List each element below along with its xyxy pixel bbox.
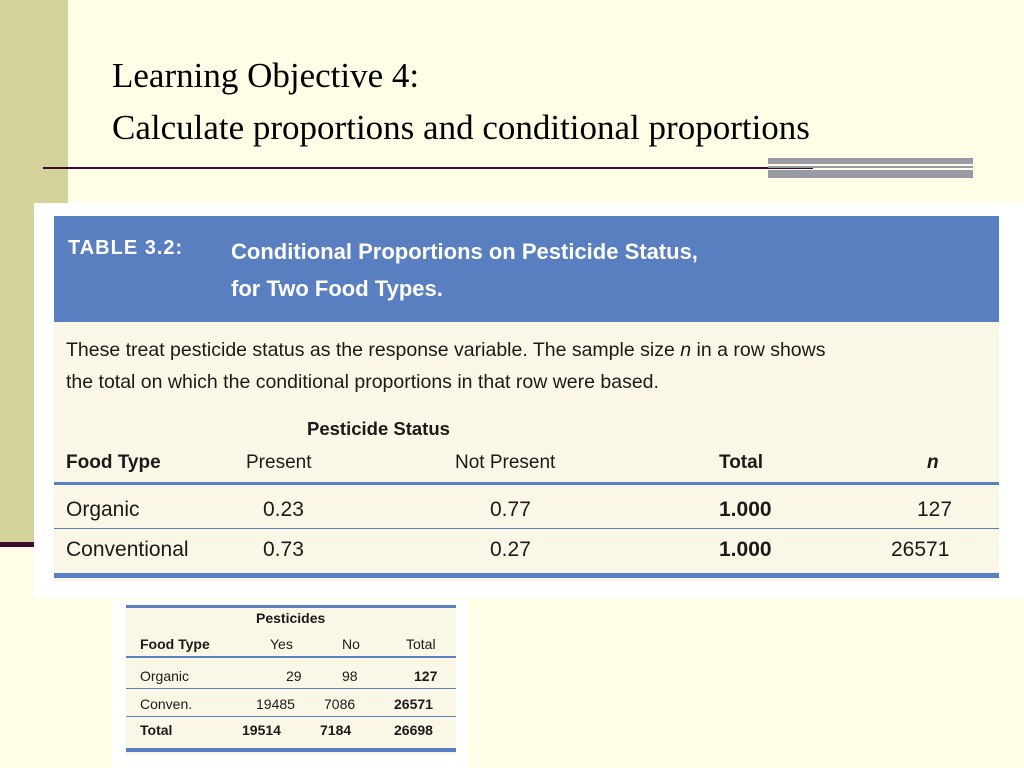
counts-row-divider-2 [126,716,456,717]
table-number: TABLE 3.2: [68,237,184,259]
counts-top-rule [126,605,456,608]
counts-header-rule [126,656,456,658]
counts-row-total-food-type: Total [140,722,173,738]
table-caption [231,233,698,307]
table-description [66,334,996,398]
counts-column-header-no: No [342,636,360,652]
row-conventional-present: 0.73 [263,538,304,561]
header-rule [54,482,999,485]
slide-title-line-2: Calculate proportions and conditional proportions [112,108,810,147]
row-conventional-not-present: 0.27 [490,538,531,561]
row-conventional-n: 26571 [891,538,950,561]
table-bottom-rule [54,573,999,578]
pesticide-counts-table [126,605,456,755]
column-header-present: Present [246,452,312,473]
title-divider-accent [768,158,973,178]
row-organic-present: 0.23 [263,498,304,521]
counts-row-total-total: 26698 [394,722,433,738]
table-caption-line-1: Conditional Proportions on Pesticide Status, [231,239,698,264]
counts-row-conven-total: 26571 [394,696,433,712]
counts-row-organic-no: 98 [342,668,358,684]
pesticide-counts-table-figure [112,600,468,768]
row-organic-not-present: 0.77 [490,498,531,521]
table-description-line-2: the total on which the conditional proportions in that row were based. [66,371,659,393]
counts-row-organic-food-type: Organic [140,668,190,684]
table-description-line-1: These treat pesticide status as the response variable. The sample size n in a row shows [66,339,826,361]
slide-title [112,50,810,154]
counts-bottom-rule [126,748,456,752]
row-conventional-total: 1.000 [719,538,772,561]
row-organic-n: 127 [917,498,953,521]
counts-row-total-yes: 19514 [242,722,281,738]
counts-row-organic-yes: 29 [286,668,302,684]
counts-column-header-food-type: Food Type [140,636,210,652]
row-divider [54,528,999,529]
title-divider [43,167,813,169]
row-organic-food-type: Organic [66,498,140,521]
counts-row-conven-no: 7086 [324,696,356,712]
counts-row-divider-1 [126,688,456,689]
column-header-food-type: Food Type [66,452,161,473]
pesticide-status-group-header: Pesticide Status [307,418,450,439]
conditional-proportions-table [54,216,999,581]
counts-row-organic-total: 127 [414,668,438,684]
column-header-n: n [927,452,939,473]
counts-row-total-no: 7184 [320,722,352,738]
row-organic-total: 1.000 [719,498,772,521]
column-header-total: Total [719,452,763,473]
counts-column-header-yes: Yes [270,636,293,652]
row-conventional-food-type: Conventional [66,538,189,561]
table-caption-line-2: for Two Food Types. [231,276,443,301]
counts-row-conven-yes: 19485 [256,696,295,712]
counts-column-header-total: Total [406,636,436,652]
table-header-banner [54,216,999,322]
slide-title-line-1: Learning Objective 4: [112,56,420,95]
conditional-proportions-table-figure [34,203,1024,598]
counts-group-header: Pesticides [256,610,326,626]
counts-row-conven-food-type: Conven. [140,696,193,712]
column-header-not-present: Not Present [455,452,556,473]
left-accent-rule [0,542,34,547]
